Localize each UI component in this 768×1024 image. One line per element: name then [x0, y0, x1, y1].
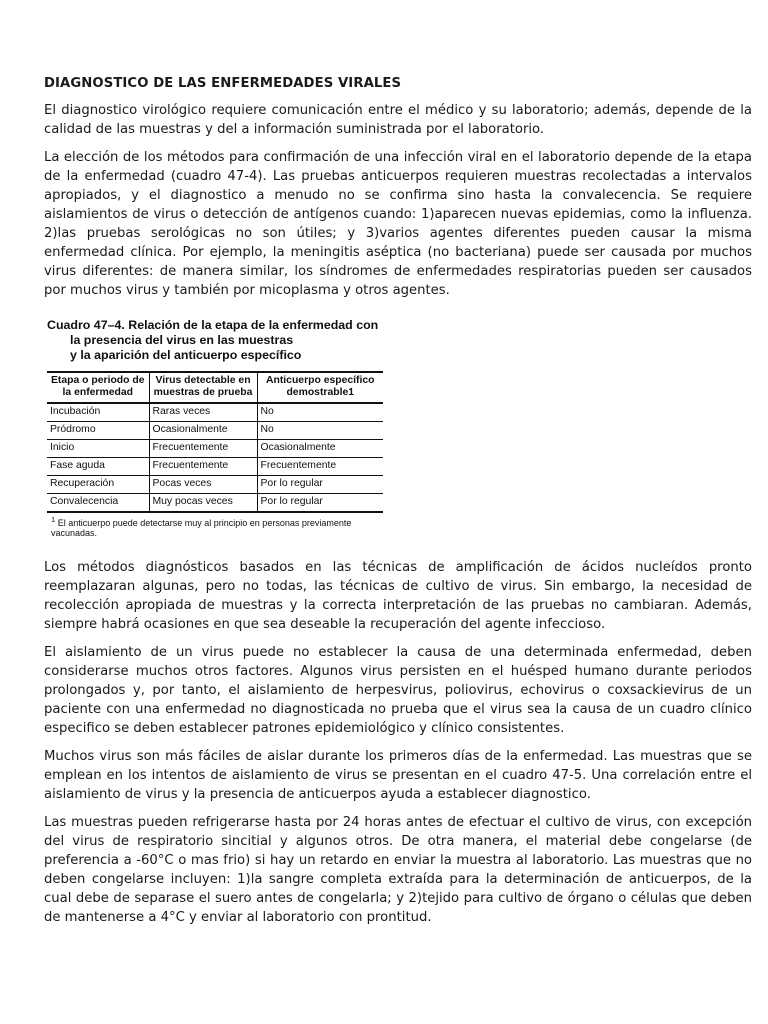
table-row [47, 422, 383, 440]
cell-stage: Pródromo [47, 422, 149, 440]
paragraph-methods: La elección de los métodos para confirmación de una infección viral en el laboratorio depende de la etapa de la enfermedad (cuadro 47-4). Las pruebas anticuerpos requieren muestras recolectadas a intervalos apropiados, y el diagnostico a menudo no se confirma sino hasta la convalecencia. Se requiere aislamientos de virus o detección de antígenos cuando: 1)aparecen nuevas epidemias, como la influenza. 2)las pruebas serológicas no son útiles; y 3)varios agentes diferentes pueden causar la misma enfermedad clínica. Por ejemplo, la meningitis aséptica (no bacteriana) puede ser causada por muchos virus diferentes: de manera similar, los síndromes de enfermedades respiratorias pueden ser causados por muchos virus y también por micoplasma y otros agentes. [44, 150, 752, 298]
footnote-text: El anticuerpo puede detectarse muy al principio en personas previamente vacunadas. [51, 518, 352, 538]
cell-stage: Recuperación [47, 476, 149, 494]
paragraph-amplification: Los métodos diagnósticos basados en las técnicas de amplificación de ácidos nucleídos pronto reemplazaran algunas, pero no todas, las técnicas de cultivo de virus. Sin embargo, la necesidad de recolección apropiada de muestras y la correcta interpretación de las pruebas no cambiaran. Además, siempre habrá ocasiones en que sea deseable la recuperación del agente infeccioso. [44, 560, 752, 632]
cell-virus: Raras veces [149, 403, 257, 422]
cell-antibody: Frecuentemente [257, 458, 383, 476]
cell-antibody: Por lo regular [257, 476, 383, 494]
table-row [47, 440, 383, 458]
cell-stage: Fase aguda [47, 458, 149, 476]
header-stage: Etapa o periodo de la enfermedad [47, 372, 149, 403]
paragraph-intro: El diagnostico virológico requiere comunicación entre el médico y su laboratorio; además, depende de la calidad de las muestras y del a información suministrada por el laboratorio. [44, 103, 752, 137]
table-row [47, 458, 383, 476]
paragraph-isolation: El aislamiento de un virus puede no establecer la causa de una determinada enfermedad, deben considerarse muchos otros factores. Algunos virus persisten en el huésped humano durante periodos prolongados y, por tanto, el aislamiento de herpesvirus, poliovirus, echovirus o coxsackievirus de un paciente con una enfermedad no diagnosticada no prueba que el virus sea la causa de un cuadro clínico especifico se deben establecer patrones epidemiológico y clínico consistentes. [44, 645, 752, 736]
figure-title-line-1: Cuadro 47–4. Relación de la etapa de la enfermedad con [47, 318, 379, 332]
cell-antibody: No [257, 403, 383, 422]
header-virus: Virus detectable en muestras de prueba [149, 372, 257, 403]
cell-stage: Inicio [47, 440, 149, 458]
document-title: DIAGNOSTICO DE LAS ENFERMEDADES VIRALES [44, 76, 402, 91]
cell-virus: Frecuentemente [149, 458, 257, 476]
cell-antibody: Por lo regular [257, 494, 383, 513]
figure-title-line-3: y la aparición del anticuerpo específico [70, 348, 302, 362]
cell-virus: Pocas veces [149, 476, 257, 494]
table-footnote [47, 515, 383, 538]
cell-antibody: Ocasionalmente [257, 440, 383, 458]
paragraph-early-days: Muchos virus son más fáciles de aislar durante los primeros días de la enfermedad. Las muestras que se emplean en los intentos de aislamiento de virus se presentan en el cuadro 47-5. Una correlación entre el aislamiento de virus y la presencia de anticuerpos ayuda a establecer diagnostico. [44, 749, 752, 802]
table-row [47, 494, 383, 513]
cell-antibody: No [257, 422, 383, 440]
table-row [47, 476, 383, 494]
cuadro-47-4 [47, 318, 383, 538]
cell-virus: Ocasionalmente [149, 422, 257, 440]
cell-stage: Incubación [47, 403, 149, 422]
document-page [44, 76, 752, 936]
cell-virus: Frecuentemente [149, 440, 257, 458]
paragraph-storage: Las muestras pueden refrigerarse hasta por 24 horas antes de efectuar el cultivo de virus, con excepción del virus de respiratorio sincitial y algunos otros. De otra manera, el material debe congelarse (de preferencia a -60°C o mas frio) si hay un retardo en enviar la muestra al laboratorio. Las muestras que no deben congelarse incluyen: 1)la sangre completa extraída para la determinación de anticuerpos, de la cual debe de separase el suero antes de congelarla; y 2)tejido para cultivo de órgano o células que deben de mantenerse a 4°C y enviar al laboratorio con prontitud. [44, 815, 752, 925]
cell-stage: Convalecencia [47, 494, 149, 513]
figure-title-line-2: la presencia del virus en las muestras [70, 333, 294, 347]
cell-virus: Muy pocas veces [149, 494, 257, 513]
table-header-row [47, 372, 383, 403]
table-row [47, 403, 383, 422]
header-antibody: Anticuerpo específico demostrable1 [257, 372, 383, 403]
stage-table [47, 371, 383, 513]
footnote-mark: 1 [51, 515, 56, 524]
figure-title [47, 318, 383, 363]
